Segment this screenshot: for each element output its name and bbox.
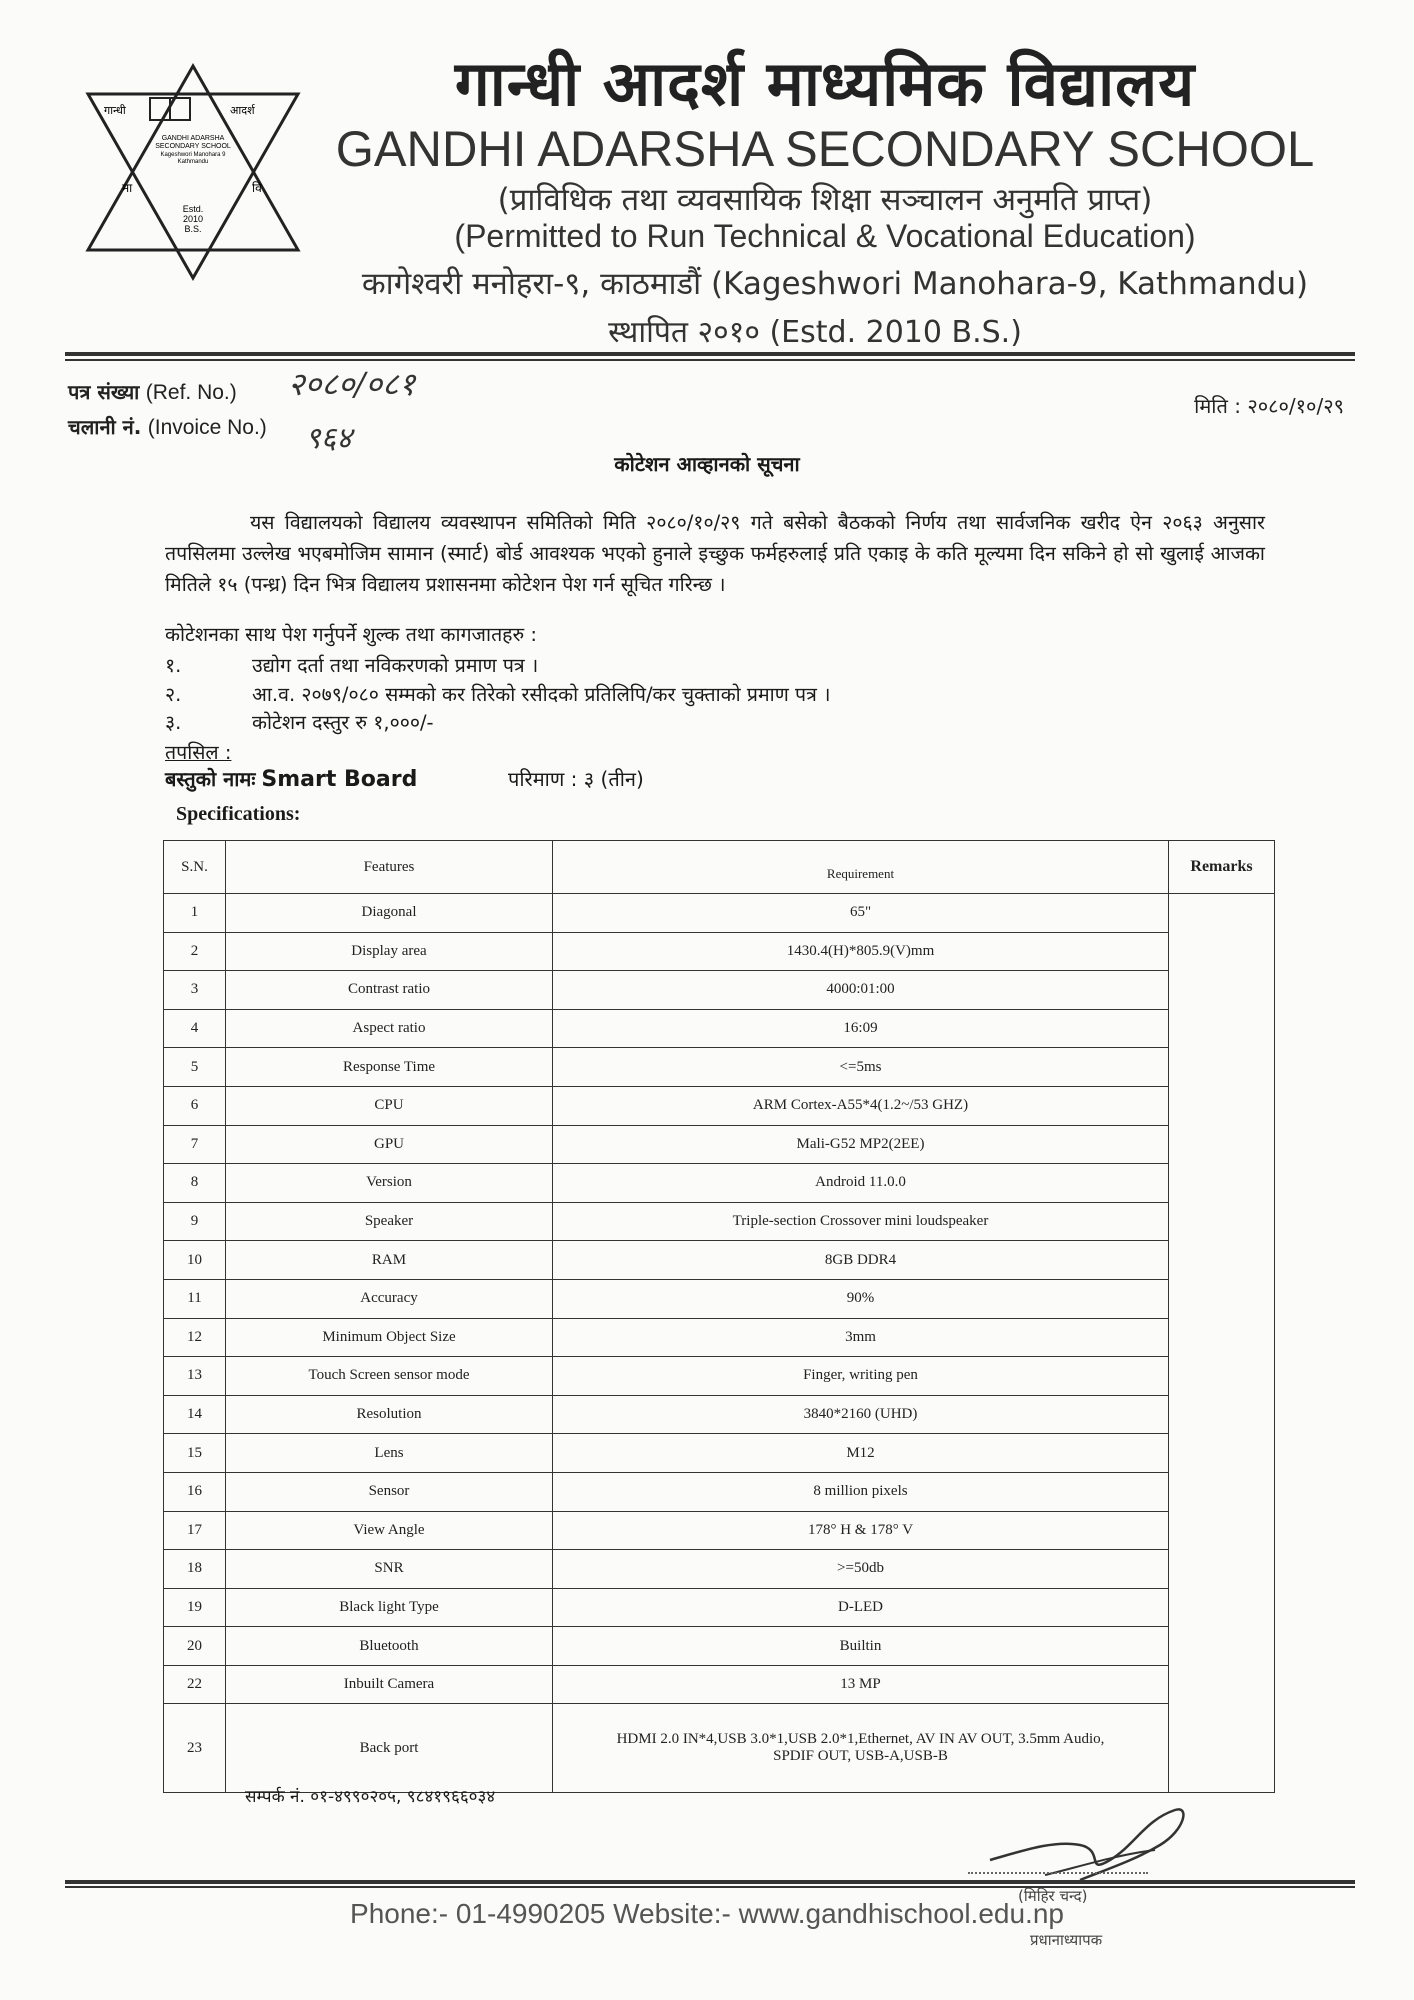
- row-sn: 5: [164, 1048, 226, 1087]
- school-name-english: GANDHI ADARSHA SECONDARY SCHOOL: [335, 121, 1315, 177]
- school-logo: [82, 62, 304, 282]
- specifications-heading: Specifications:: [176, 803, 301, 825]
- table-row: [164, 1588, 1275, 1627]
- table-row: [164, 1434, 1275, 1473]
- permit-nepali: (प्राविधिक तथा व्यवसायिक शिक्षा सञ्चालन अनुमति प्राप्त): [497, 182, 1153, 218]
- row-requirement: M12: [553, 1434, 1169, 1473]
- row-requirement: 8GB DDR4: [553, 1241, 1169, 1280]
- row-requirement: 178° H & 178° V: [553, 1511, 1169, 1550]
- signature-mark: [985, 1800, 1195, 1890]
- logo-line1: GANDHI ADARSHA: [161, 135, 225, 142]
- row-requirement: Android 11.0.0: [553, 1164, 1169, 1203]
- footer-contact: Phone:- 01-4990205 Website:- www.gandhischool.edu.np: [350, 1898, 1064, 1929]
- table-row: [164, 1318, 1275, 1357]
- school-seal-svg: [82, 62, 304, 282]
- header-divider: [65, 352, 1355, 356]
- row-requirement: Finger, writing pen: [553, 1357, 1169, 1396]
- row-requirement: 16:09: [553, 1009, 1169, 1048]
- row-sn: 15: [164, 1434, 226, 1473]
- row-feature: RAM: [226, 1241, 553, 1280]
- table-row: [164, 1704, 1275, 1793]
- row-requirement: 65": [553, 894, 1169, 933]
- row-sn: 14: [164, 1395, 226, 1434]
- header-remarks: Remarks: [1169, 841, 1275, 894]
- table-row: [164, 1164, 1275, 1203]
- logo-text-bottom-left: मा: [122, 181, 133, 195]
- table-row: [164, 1665, 1275, 1704]
- invoice-number-row: [68, 413, 267, 440]
- row-requirement: 90%: [553, 1279, 1169, 1318]
- doc-item-number: ३.: [165, 711, 182, 734]
- row-requirement: >=50db: [553, 1550, 1169, 1589]
- row-requirement: Builtin: [553, 1627, 1169, 1666]
- row-feature: Display area: [226, 932, 553, 971]
- table-row: [164, 1009, 1275, 1048]
- table-row: [164, 1511, 1275, 1550]
- table-row: [164, 971, 1275, 1010]
- row-requirement: 3840*2160 (UHD): [553, 1395, 1169, 1434]
- invoice-label-np: चलानी नं.: [68, 415, 142, 439]
- table-row: [164, 1202, 1275, 1241]
- row-requirement: Mali-G52 MP2(2EE): [553, 1125, 1169, 1164]
- notice-date: मिति : २०८०/१०/२९: [1194, 394, 1344, 418]
- row-sn: 23: [164, 1704, 226, 1793]
- row-requirement: [553, 1704, 1169, 1793]
- row-feature: Lens: [226, 1434, 553, 1473]
- row-sn: 10: [164, 1241, 226, 1280]
- item-quantity: परिमाण : ३ (तीन): [508, 767, 644, 791]
- contact-number: सम्पर्क नं. ०१-४९९०२०५, ९८४१९६६०३४: [245, 1787, 496, 1807]
- row-feature: Speaker: [226, 1202, 553, 1241]
- table-row: [164, 1279, 1275, 1318]
- header-divider-thin: [65, 359, 1355, 361]
- table-row: [164, 1395, 1275, 1434]
- item-label: बस्तुको नामः: [165, 767, 256, 791]
- item-name-row: [165, 765, 417, 792]
- table-row: [164, 1627, 1275, 1666]
- logo-line2: SECONDARY SCHOOL: [155, 143, 231, 150]
- doc-item-text: आ.व. २०७९/०८० सम्मको कर तिरेको रसीदको प्रतिलिपि/कर चुक्ताको प्रमाण पत्र ।: [252, 683, 831, 706]
- row-requirement: 1430.4(H)*805.9(V)mm: [553, 932, 1169, 971]
- row-feature: Touch Screen sensor mode: [226, 1357, 553, 1396]
- doc-item-number: २.: [165, 683, 182, 706]
- row-sn: 13: [164, 1357, 226, 1396]
- row-sn: 3: [164, 971, 226, 1010]
- row-sn: 22: [164, 1665, 226, 1704]
- table-row: [164, 894, 1275, 933]
- back-port-line1: HDMI 2.0 IN*4,USB 3.0*1,USB 2.0*1,Ethernet, AV IN AV OUT, 3.5mm Audio,: [616, 1731, 1105, 1748]
- row-feature: Aspect ratio: [226, 1009, 553, 1048]
- school-address: कागेश्वरी मनोहरा-९, काठमाडौं (Kageshwori Manohara-9, Kathmandu): [361, 266, 1309, 302]
- row-feature: SNR: [226, 1550, 553, 1589]
- notice-title: कोटेशन आव्हानको सूचना: [614, 452, 800, 476]
- row-requirement: D-LED: [553, 1588, 1169, 1627]
- doc-item-number: १.: [165, 654, 182, 677]
- row-requirement: 3mm: [553, 1318, 1169, 1357]
- table-row: [164, 932, 1275, 971]
- documents-heading: कोटेशनका साथ पेश गर्नुपर्ने शुल्क तथा कागजातहरु :: [165, 623, 537, 646]
- row-feature: Bluetooth: [226, 1627, 553, 1666]
- row-requirement: <=5ms: [553, 1048, 1169, 1087]
- row-feature: View Angle: [226, 1511, 553, 1550]
- ref-label-np: पत्र संख्या: [68, 380, 140, 404]
- row-sn: 8: [164, 1164, 226, 1203]
- invoice-number-value: ९६४: [305, 421, 352, 456]
- row-sn: 20: [164, 1627, 226, 1666]
- signatory-name: (मिहिर चन्द): [1018, 1887, 1088, 1905]
- row-feature: Version: [226, 1164, 553, 1203]
- table-row: [164, 1357, 1275, 1396]
- ref-number-row: [68, 378, 237, 405]
- row-feature: Resolution: [226, 1395, 553, 1434]
- row-feature: CPU: [226, 1086, 553, 1125]
- doc-item-text: कोटेशन दस्तुर रु १,०००/-: [252, 711, 434, 734]
- logo-estd3: B.S.: [184, 224, 202, 234]
- table-row: [164, 1086, 1275, 1125]
- tapasil-label: तपसिल :: [165, 741, 232, 764]
- table-row: [164, 1048, 1275, 1087]
- row-feature: Minimum Object Size: [226, 1318, 553, 1357]
- logo-text-top-left: गान्धी: [104, 104, 126, 117]
- row-feature: Inbuilt Camera: [226, 1665, 553, 1704]
- remarks-column: [1169, 894, 1275, 1793]
- signature-line: [968, 1872, 1148, 1874]
- header-requirement: Requirement: [553, 841, 1169, 894]
- ref-label-en: (Ref. No.): [145, 381, 237, 404]
- header-sn: S.N.: [164, 841, 226, 894]
- row-sn: 16: [164, 1472, 226, 1511]
- row-requirement: 8 million pixels: [553, 1472, 1169, 1511]
- row-feature: Back port: [226, 1704, 553, 1793]
- table-row: [164, 1125, 1275, 1164]
- row-requirement: ARM Cortex-A55*4(1.2~/53 GHZ): [553, 1086, 1169, 1125]
- specifications-table: [163, 840, 1275, 1793]
- row-sn: 4: [164, 1009, 226, 1048]
- row-sn: 9: [164, 1202, 226, 1241]
- row-sn: 11: [164, 1279, 226, 1318]
- row-requirement: 4000:01:00: [553, 971, 1169, 1010]
- logo-line3: Kageshwori Manohara 9: [160, 152, 226, 158]
- row-feature: Sensor: [226, 1472, 553, 1511]
- row-sn: 12: [164, 1318, 226, 1357]
- notice-paragraph: यस विद्यालयको विद्यालय व्यवस्थापन समितिको मिति २०८०/१०/२९ गते बसेको बैठकको निर्णय तथा सार्वजनिक खरीद ऐन २०६३ अनुसार तपसिलमा उल्लेख भएबमोजिम सामान (स्मार्ट) बोर्ड आवश्यक भएको हुनाले इच्छुक फर्महरुलाई प्रति एकाइ के कति मूल्यमा दिन सकिने हो सो खुलाई आजका मितिले १५ (पन्ध्र) दिन भित्र विद्यालय प्रशासनमा कोटेशन पेश गर्न सूचित गरिन्छ ।: [165, 511, 1265, 596]
- row-requirement: Triple-section Crossover mini loudspeaker: [553, 1202, 1169, 1241]
- table-row: [164, 1241, 1275, 1280]
- row-sn: 2: [164, 932, 226, 971]
- logo-line4: Kathmandu: [177, 159, 209, 165]
- logo-estd2: 2010: [182, 214, 204, 224]
- row-sn: 19: [164, 1588, 226, 1627]
- row-sn: 18: [164, 1550, 226, 1589]
- invoice-label-en: (Invoice No.): [147, 416, 267, 439]
- ref-number-value: २०८०/०८१: [288, 365, 416, 403]
- doc-item-text: उद्योग दर्ता तथा नविकरणको प्रमाण पत्र ।: [252, 654, 539, 677]
- table-row: [164, 1550, 1275, 1589]
- established-year: स्थापित २०१० (Estd. 2010 B.S.): [608, 315, 1022, 350]
- row-feature: Diagonal: [226, 894, 553, 933]
- row-sn: 7: [164, 1125, 226, 1164]
- row-requirement: 13 MP: [553, 1665, 1169, 1704]
- school-name-nepali: गान्धी आदर्श माध्यमिक विद्यालय: [454, 47, 1196, 120]
- logo-text-top-right: आदर्श: [230, 104, 255, 117]
- logo-estd1: Estd.: [182, 204, 204, 214]
- row-feature: Response Time: [226, 1048, 553, 1087]
- table-header-row: [164, 841, 1275, 894]
- row-feature: Accuracy: [226, 1279, 553, 1318]
- logo-text-bottom-right: वि: [252, 181, 262, 195]
- row-feature: Black light Type: [226, 1588, 553, 1627]
- footer-divider-thin: [65, 1886, 1355, 1888]
- table-row: [164, 1472, 1275, 1511]
- permit-english: (Permitted to Run Technical & Vocational Education): [454, 218, 1196, 254]
- header-features: Features: [226, 841, 553, 894]
- footer-divider: [65, 1880, 1355, 1884]
- row-sn: 1: [164, 894, 226, 933]
- row-sn: 6: [164, 1086, 226, 1125]
- row-sn: 17: [164, 1511, 226, 1550]
- row-feature: Contrast ratio: [226, 971, 553, 1010]
- item-name: Smart Board: [261, 767, 418, 792]
- row-feature: GPU: [226, 1125, 553, 1164]
- signatory-title: प्रधानाध्यापक: [1030, 1931, 1103, 1949]
- back-port-line2: SPDIF OUT, USB-A,USB-B: [773, 1748, 948, 1765]
